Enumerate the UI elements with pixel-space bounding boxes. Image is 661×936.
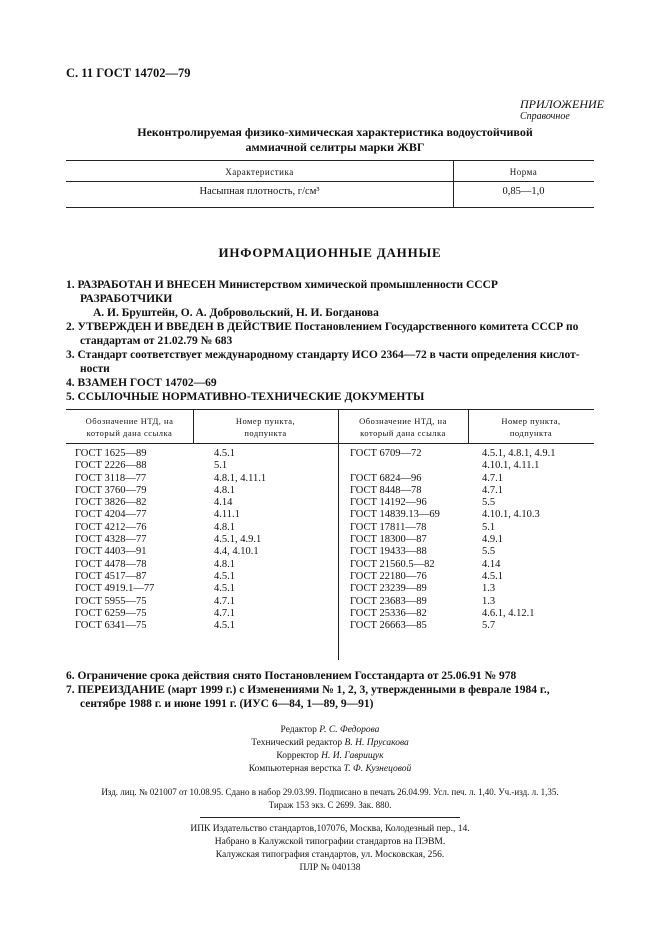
appendix-label: ПРИЛОЖЕНИЕ: [520, 97, 604, 111]
info-item-7: 7. ПЕРЕИЗДАНИЕ (март 1999 г.) с Изменениями № 1, 2, 3, утвержденными в феврале 1984 г.,: [66, 684, 550, 696]
ref-col-left-pt: [214, 448, 266, 632]
ref-col-right-pt: [482, 448, 556, 632]
ref-header-pt-line1: Номер пункта,: [235, 416, 296, 426]
ref-cell: ГОСТ 17811—78: [350, 521, 427, 533]
ref-top-rule: [66, 409, 594, 410]
credit-tech-name: В. Н. Прусакова: [344, 738, 409, 748]
ref-cell: 4.8.1, 4.11.1: [214, 472, 267, 484]
info-item-2: 2. УТВЕРЖДЕН И ВВЕДЕН В ДЕЙСТВИЕ Постановлением Государственного комитета СССР по: [66, 321, 579, 333]
credit-layout: [200, 763, 460, 776]
credit-editor-role: Редактор: [280, 725, 317, 735]
credit-tech-editor: [200, 737, 460, 750]
ref-header-pt-line2: подпункта: [509, 428, 553, 438]
ref-header-pt-line2: подпункта: [244, 428, 287, 438]
ref-cell: 4.8.1: [214, 484, 235, 496]
imprint-line1: Изд. лиц. № 021007 от 10.08.95. Сдано в набор 29.03.99. Подписано в печать 26.04.99. Усл. печ. л. 1,40. Уч.-изд. л. 1,35.: [101, 787, 559, 797]
ref-cell: ГОСТ 23683—89: [350, 595, 427, 607]
ref-cell: ГОСТ 6709—72: [350, 448, 422, 459]
ref-cell: 4.6.1, 4.12.1: [482, 607, 535, 619]
credit-tech-role: Технический редактор: [251, 738, 343, 748]
ref-cell: ГОСТ 3118—77: [75, 472, 147, 484]
ref-cell: ГОСТ 5955—75: [75, 595, 147, 607]
ref-cell: 1.3: [482, 583, 496, 595]
ref-col-left-ntd: [75, 448, 154, 632]
ref-header-rule: [66, 443, 594, 444]
ref-cell: ГОСТ 14192—96: [350, 497, 427, 509]
ref-divider-middle: [338, 409, 339, 660]
table-bottom-rule: [66, 207, 594, 208]
ref-cell: ГОСТ 18300—87: [350, 534, 427, 546]
credit-corrector: [200, 750, 460, 763]
ref-header-ntd-right: [338, 415, 468, 439]
ref-cell: ГОСТ 4328—77: [75, 534, 147, 546]
table-top-rule: [66, 160, 594, 161]
ref-cell: ГОСТ 3826—82: [75, 497, 147, 509]
info-item-1-names: А. И. Бруштейн, О. А. Добровольский, Н. И. Богданова: [93, 307, 379, 319]
ref-cell: 1.3: [482, 595, 496, 607]
info-item-7-cont: сентябре 1988 г. и июне 1991 г. (ИУС 6—84, 1—89, 9—91): [80, 698, 374, 710]
ref-cell: 4.14: [214, 497, 233, 509]
ref-cell: 4.10.1, 4.11.1: [482, 460, 540, 472]
ref-cell: 4.5.1: [214, 620, 235, 632]
ref-cell: 5.1: [482, 521, 496, 533]
ref-cell: 5.7: [482, 620, 496, 632]
info-item-2-cont: стандартам от 21.02.79 № 683: [80, 335, 233, 347]
publisher-line4: ПЛР № 040138: [299, 863, 361, 873]
publisher-line2: Набрано в Калужской типографии стандартов на ПЭВМ.: [214, 837, 446, 847]
ref-cell: 4.7.1: [482, 472, 503, 484]
ref-cell: ГОСТ 25336—82: [350, 607, 427, 619]
credit-corr-role: Корректор: [276, 751, 319, 761]
info-item-6: 6. Ограничение срока действия снято Постановлением Госстандарта от 25.06.91 № 978: [66, 670, 517, 682]
ref-cell: ГОСТ 21560.5—82: [350, 558, 435, 570]
appendix-title-line1: Неконтролируемая физико-химическая характеристика водоустойчивой: [137, 125, 533, 139]
ref-cell: ГОСТ 14839.13—69: [350, 509, 440, 521]
header-characteristic: Характеристика: [225, 167, 294, 177]
header-norm: Норма: [509, 167, 538, 177]
ref-header-pt-right: [468, 415, 594, 439]
ref-cell: 4.7.1: [214, 595, 235, 607]
ref-cell: ГОСТ 6341—75: [75, 620, 147, 632]
publisher-line3: Калужская типография стандартов, ул. Московская, 256.: [215, 850, 445, 860]
ref-cell: ГОСТ 4919.1—77: [75, 583, 155, 595]
ref-cell: ГОСТ 3760—79: [75, 484, 147, 496]
ref-cell: ГОСТ 22180—76: [350, 570, 427, 582]
appendix-title-line2: аммиачной селитры марки ЖВГ: [245, 140, 425, 154]
credit-layout-name: Т. Ф. Кузнецовой: [343, 764, 412, 774]
ref-cell: 4.7.1: [482, 484, 503, 496]
ref-header-pt-line1: Номер пункта,: [501, 416, 561, 426]
credit-editor: [200, 724, 460, 737]
ref-header-ntd-line1: Обозначение НТД, на: [359, 416, 447, 426]
info-section-title: ИНФОРМАЦИОННЫЕ ДАННЫЕ: [218, 245, 442, 260]
ref-cell: 4.10.1, 4.10.3: [482, 509, 540, 521]
credit-editor-name: Р. С. Федорова: [319, 725, 380, 735]
imprint-line2: Тираж 153 экз. С 2699. Зак. 880.: [268, 800, 392, 810]
ref-cell: ГОСТ 2226—88: [75, 460, 147, 472]
ref-col-right-ntd: [350, 448, 440, 632]
ref-cell: 4.7.1: [214, 607, 235, 619]
ref-header-ntd-line2: который дана ссылка: [86, 428, 173, 438]
ref-cell: 4.14: [482, 558, 501, 570]
info-item-1: 1. РАЗРАБОТАН И ВНЕСЕН Министерством химической промышленности СССР: [66, 279, 498, 291]
ref-cell: ГОСТ 1625—89: [75, 448, 147, 459]
ref-cell: 5.1: [214, 460, 228, 472]
ref-cell: 4.5.1, 4.9.1: [214, 534, 262, 546]
ref-cell: 4.5.1, 4.8.1, 4.9.1: [482, 448, 556, 459]
ref-cell: 4.9.1: [482, 534, 503, 546]
ref-cell: 4.5.1: [214, 448, 235, 459]
ref-cell: 4.8.1: [214, 558, 235, 570]
ref-header-pt-left: [193, 415, 338, 439]
info-item-5: 5. ССЫЛОЧНЫЕ НОРМАТИВНО-ТЕХНИЧЕСКИЕ ДОКУМЕНТЫ: [66, 391, 425, 403]
credit-layout-role: Компьютерная верстка: [248, 764, 342, 774]
ref-cell: ГОСТ 4403—91: [75, 546, 147, 558]
ref-cell: 4.8.1: [214, 521, 235, 533]
info-item-4: 4. ВЗАМЕН ГОСТ 14702—69: [66, 377, 217, 389]
info-item-3: 3. Стандарт соответствует международному стандарту ИСО 2364—72 в части определения кислот-: [66, 349, 580, 361]
credit-corr-name: Н. И. Гаврищук: [321, 751, 384, 761]
ref-cell: ГОСТ 23239—89: [350, 583, 427, 595]
ref-cell: 5.5: [482, 546, 496, 558]
ref-cell: 4.11.1: [214, 509, 240, 521]
ref-header-ntd-line1: Обозначение НТД, на: [85, 416, 174, 426]
ref-cell: ГОСТ 6824—96: [350, 472, 422, 484]
ref-cell: ГОСТ 6259—75: [75, 607, 147, 619]
ref-cell: ГОСТ 19433—88: [350, 546, 427, 558]
page-header: С. 11 ГОСТ 14702—79: [66, 66, 191, 80]
appendix-sublabel: Справочное: [520, 111, 570, 122]
ref-header-ntd-left: [66, 415, 193, 439]
imprint-divider: [200, 817, 460, 818]
ref-cell: ГОСТ 8448—78: [350, 484, 422, 496]
cell-norm: 0,85—1,0: [502, 186, 545, 197]
info-item-1-developers: РАЗРАБОТЧИКИ: [80, 293, 173, 305]
publisher-line1: ИПК Издательство стандартов,107076, Москва, Колодезный пер., 14.: [190, 824, 470, 834]
ref-cell: ГОСТ 4517—87: [75, 570, 147, 582]
ref-cell: ГОСТ 4478—78: [75, 558, 147, 570]
info-item-3-cont: ности: [80, 363, 110, 375]
ref-cell: ГОСТ 26663—85: [350, 620, 427, 632]
cell-characteristic: Насыпная плотность, г/см³: [199, 186, 320, 197]
table-header-rule: [66, 181, 594, 182]
ref-cell: 4.4, 4.10.1: [214, 546, 259, 558]
ref-header-ntd-line2: который дана ссылка: [360, 428, 446, 438]
ref-cell: 4.5.1: [214, 570, 235, 582]
ref-cell: 4.5.1: [482, 570, 503, 582]
ref-cell: 4.5.1: [214, 583, 235, 595]
ref-cell: [350, 460, 440, 472]
ref-cell: ГОСТ 4204—77: [75, 509, 147, 521]
ref-cell: 5.5: [482, 497, 496, 509]
ref-cell: ГОСТ 4212—76: [75, 521, 147, 533]
